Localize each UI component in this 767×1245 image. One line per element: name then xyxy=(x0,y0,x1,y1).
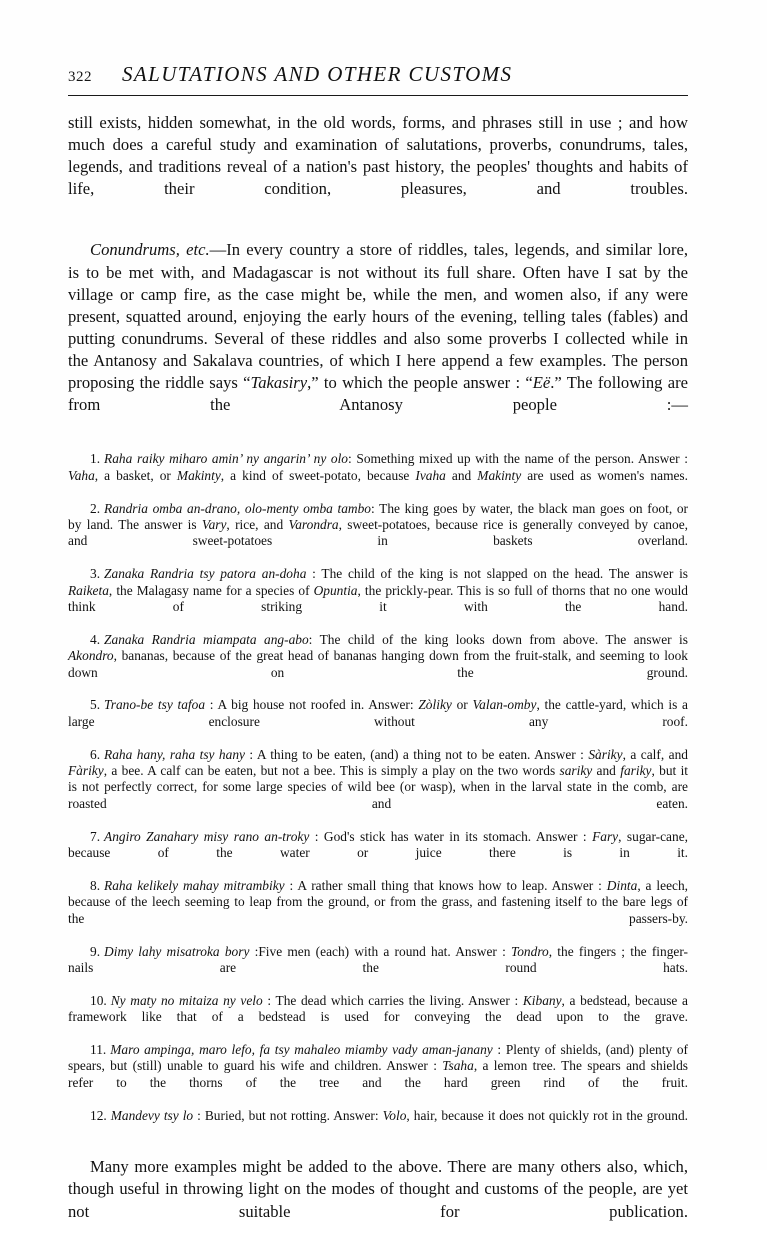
riddle-malagasy-term: Makinty xyxy=(477,467,522,483)
riddle-item xyxy=(68,501,688,567)
riddle-malagasy-term: Dimy lahy misatroka bory xyxy=(104,943,250,959)
running-head xyxy=(68,62,688,88)
riddle-number: 10. xyxy=(90,992,107,1008)
ee-italic: Eë xyxy=(532,373,551,393)
riddle-malagasy-term: Volo xyxy=(382,1107,407,1123)
running-head-title: SALUTATIONS AND OTHER CUSTOMS xyxy=(122,62,513,86)
riddle-text: : God's stick has water in its stomach. Answer : xyxy=(309,828,593,844)
riddle-text: , but it is not perfectly correct, for some large species of wild bee (or wasp), when in the larval state in the comb, are roasted and eaten. xyxy=(68,763,689,811)
riddle-malagasy-term: Sàriky xyxy=(588,746,623,762)
riddle-text: : Something mixed up with the name of the person. Answer : xyxy=(348,451,688,467)
riddle-text: , a basket, or xyxy=(94,467,177,483)
riddle-malagasy-term: Zanaka Randria tsy patora an-doha xyxy=(104,566,307,582)
riddle-number: 1. xyxy=(90,451,101,467)
riddle-text: or xyxy=(451,697,473,713)
riddle-item xyxy=(68,451,688,500)
riddle-malagasy-term: Raha hany, raha tsy hany xyxy=(104,746,245,762)
conundrums-text-a: In every country a store of riddles, tales, legends, and similar lore, is to be met with, and Madagascar is not without its full share. Often have I sat by the village or camp fire, as the case might be, while the men, and women also, if any were present, squatted around, enjoying the early hours of the evening, telling tales (fables) and putting conundrums. Several of these riddles and also some proverbs I collected while in the Antanosy and Sakalava countries, of which I here append a few examples. The person proposing the riddle says “ xyxy=(68,240,688,393)
riddle-malagasy-term: Ivaha xyxy=(415,467,446,483)
riddle-item xyxy=(68,944,688,993)
riddle-item xyxy=(68,566,688,632)
riddle-text: , bananas, because of the great head of bananas hanging down from the fruit-stalk, and seeming to look down on the ground. xyxy=(68,648,688,680)
riddle-malagasy-term: sariky xyxy=(559,763,593,779)
em-dash: — xyxy=(209,240,227,260)
riddle-text: : A rather small thing that knows how to leap. Answer : xyxy=(284,877,607,893)
riddle-number: 9. xyxy=(90,943,101,959)
riddle-text: , rice, and xyxy=(226,516,289,532)
riddle-text: : The dead which carries the living. Answer : xyxy=(262,992,523,1008)
riddle-text: :Five men (each) with a round hat. Answer : xyxy=(249,943,512,959)
paragraph-conundrums xyxy=(68,239,688,438)
page-content xyxy=(68,62,688,1245)
riddle-malagasy-term: Tsaha xyxy=(442,1058,474,1074)
riddle-number: 12. xyxy=(90,1107,107,1123)
riddle-malagasy-term: Raha raiky miharo amin’ ny angarin’ ny olo xyxy=(104,451,349,467)
page-number: 322 xyxy=(68,69,92,85)
riddle-malagasy-term: Varondra xyxy=(288,516,339,532)
riddle-number: 6. xyxy=(90,746,101,762)
takasiry-italic: Takasiry xyxy=(250,373,308,393)
riddle-malagasy-term: Ny maty no mitaiza ny velo xyxy=(110,992,263,1008)
riddle-item xyxy=(68,697,688,746)
riddle-item xyxy=(68,878,688,944)
riddle-number: 7. xyxy=(90,828,101,844)
riddle-text: : A big house not roofed in. Answer: xyxy=(205,697,419,713)
riddle-malagasy-term: fariky xyxy=(620,763,652,779)
riddle-malagasy-term: Mandevy tsy lo xyxy=(110,1107,194,1123)
riddle-text: : A thing to be eaten, (and) a thing not to be eaten. Answer : xyxy=(244,746,589,762)
riddle-text: , the fingers ; the finger-nails are the round hats. xyxy=(68,943,688,975)
riddle-malagasy-term: Makinty xyxy=(176,467,221,483)
riddle-number: 3. xyxy=(90,566,101,582)
riddle-text: , the cattle-yard, which is a large enclosure without any roof. xyxy=(68,697,689,729)
body-text xyxy=(68,112,688,438)
riddle-malagasy-term: Vary xyxy=(201,516,227,532)
riddle-item xyxy=(68,1042,688,1108)
riddle-malagasy-term: Angiro Zanahary misy rano an-troky xyxy=(104,828,310,844)
riddle-text: and xyxy=(445,467,478,483)
riddle-malagasy-term: Zanaka Randria miampata ang-abo xyxy=(104,631,309,647)
riddle-malagasy-term: Vaha xyxy=(68,467,95,483)
riddle-number: 5. xyxy=(90,697,101,713)
riddle-text: and xyxy=(592,763,621,779)
riddle-text: , a leech, because of the leech seeming to leap from the ground, or from the grass, and fastening itself to the bare legs of the passers-by. xyxy=(68,877,689,926)
riddle-text: : The child of the king looks down from above. The answer is xyxy=(308,631,688,647)
riddle-text: , a calf, and xyxy=(622,746,688,762)
paragraph-closing: Many more examples might be added to the above. There are many others also, which, though useful in throwing light on the modes of thought and customs of the people, are yet not suitable for publication. xyxy=(68,1157,688,1221)
riddle-text: are used as women's names. xyxy=(521,467,688,483)
riddle-list xyxy=(68,451,688,1140)
riddle-malagasy-term: Valan-omby xyxy=(472,697,537,713)
riddle-item xyxy=(68,829,688,878)
riddle-malagasy-term: Trano-be tsy tafoa xyxy=(104,697,206,713)
riddle-text: , hair, because it does not quickly rot in the ground. xyxy=(406,1107,688,1123)
riddle-malagasy-term: Dinta xyxy=(606,877,638,893)
riddle-item xyxy=(68,747,688,829)
riddle-malagasy-term: Maro ampinga, maro lefo, fa tsy mahaleo miamby vady aman-janany xyxy=(110,1041,493,1057)
riddle-text: , a bedstead, because a framework like that of a bedstead is used for conveying the dead upon to the grave. xyxy=(68,992,688,1025)
riddle-text: , the Malagasy name for a species of xyxy=(108,582,314,598)
riddle-malagasy-term: Randria omba an-drano, olo-menty omba tambo xyxy=(104,500,371,516)
riddle-item xyxy=(68,1108,688,1141)
riddle-text: : The child of the king is not slapped on the head. The answer is xyxy=(306,566,688,582)
riddle-text: , a kind of sweet-potato, because xyxy=(220,467,416,483)
riddle-text: , the prickly-pear. This is so full of thorns that no one would think of striking it with the hand. xyxy=(68,582,688,614)
riddle-malagasy-term: Fàriky xyxy=(68,763,104,779)
riddle-text: : Plenty of shields, (and) plenty of spears, but (still) unable to guard his wife and children. Answer : xyxy=(68,1041,688,1074)
riddle-item xyxy=(68,632,688,698)
riddle-text: , a lemon tree. The spears and shields refer to the thorns of the tree and the hard green rind of the fruit. xyxy=(68,1058,688,1090)
riddle-item xyxy=(68,993,688,1042)
riddle-number: 2. xyxy=(90,500,101,516)
riddle-malagasy-term: Fary xyxy=(592,828,619,844)
riddle-malagasy-term: Kibany xyxy=(522,992,562,1008)
conundrums-text-e: .” The following are from the Antanosy people :— xyxy=(68,373,688,415)
riddle-number: 11. xyxy=(90,1041,107,1057)
riddle-text: , a bee. A calf can be eaten, but not a bee. This is simply a play on the two words xyxy=(103,763,560,779)
conundrums-lead-italic: Conundrums, etc. xyxy=(90,240,210,260)
riddle-malagasy-term: Opuntia xyxy=(313,582,358,598)
riddle-text: : Buried, but not rotting. Answer: xyxy=(193,1107,383,1123)
riddle-malagasy-term: Akondro xyxy=(68,648,114,664)
header-rule xyxy=(68,95,688,96)
paragraph-continuation: still exists, hidden somewhat, in the old words, forms, and phrases still in use ; and how much does a careful study and examination of salutations, proverbs, conundrums, tales, legends, and traditions reveal of a nation's past history, the peoples' thoughts and habits of life, their condition, pleasures, and troubles. xyxy=(68,113,688,199)
riddle-text: , sweet-potatoes, because rice is generally conveyed by canoe, and sweet-potatoes in baskets overland. xyxy=(68,516,688,549)
riddle-text: , sugar-cane, because of the water or juice there is in it. xyxy=(68,828,688,861)
riddle-malagasy-term: Raiketa xyxy=(68,582,109,598)
riddle-text: : The king goes by water, the black man goes on foot, or by land. The answer is xyxy=(68,500,688,532)
conundrums-text-c: ,” to which the people answer : “ xyxy=(307,373,533,393)
riddle-malagasy-term: Zòliky xyxy=(418,697,452,713)
riddle-number: 8. xyxy=(90,877,101,893)
riddle-malagasy-term: Tondro xyxy=(511,943,549,959)
riddle-malagasy-term: Raha kelikely mahay mitrambiky xyxy=(104,877,285,893)
riddle-number: 4. xyxy=(90,631,101,647)
